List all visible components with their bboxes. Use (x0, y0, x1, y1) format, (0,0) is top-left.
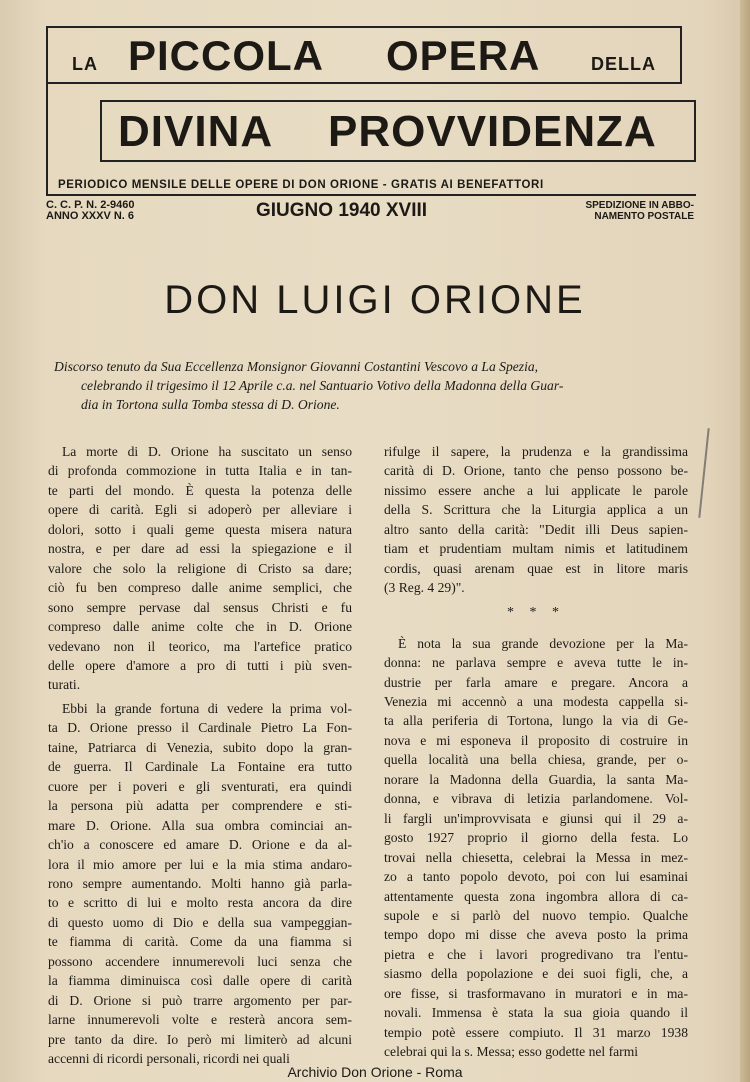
text-line: opere di carità. Egli si adoperò per alleviare i (48, 502, 352, 518)
periodico-line: PERIODICO MENSILE DELLE OPERE DI DON ORIONE - GRATIS AI BENEFATTORI (58, 179, 544, 191)
text-line: sono sempre pervase dal sensus Christi e fu (48, 599, 352, 615)
text-line: siasmo della popolazione e dei suoi figli, che, a (384, 966, 688, 982)
text-line: accenni di ricordi personali, ricordi nei quali (48, 1051, 290, 1067)
masthead-piccola: PICCOLA (128, 32, 324, 79)
spedizione-info (544, 200, 694, 222)
pen-mark (698, 428, 709, 518)
text-line: altro santo della carità: "Dedit illi Deus sapien- (384, 521, 688, 537)
text-line: li fargli un'improvvisata e giunsi qui il 29 a- (384, 810, 688, 826)
text-line: pre tanto da dire. Io però mi limiterò ad alcuni (48, 1031, 352, 1047)
text-line: dustrie per farla amare e pregare. Ancora a (384, 674, 688, 690)
text-line: cuore per i poveri e gli sventurati, era quindi (48, 778, 352, 794)
article-subtitle (54, 357, 704, 414)
text-line: della S. Scrittura che la Liturgia applica a un (384, 502, 688, 518)
text-line: nova e mi esponeva il proposito di costruire in (384, 732, 688, 748)
text-line: lora il mio amore per lui e la mia stima andaro- (48, 856, 352, 872)
subtitle-line: dia in Tortona sulla Tomba stessa di D. Orione. (81, 397, 340, 412)
section-separator: * * * (507, 604, 565, 620)
masthead-top-box (46, 26, 682, 84)
issue-date: GIUGNO 1940 XVIII (256, 200, 428, 221)
masthead-opera: OPERA (386, 32, 541, 79)
masthead-la: LA (72, 54, 98, 74)
text-line: turati. (48, 677, 81, 693)
text-line: novali. Immensa è stata la sua gioia quando il (384, 1005, 688, 1021)
text-line: (3 Reg. 4 29)". (384, 580, 465, 596)
text-line: ciò fu ben compreso dalle anime semplici, che (48, 580, 352, 596)
text-line: donna, e vibrava di letizia parlandomene. Vol- (384, 791, 688, 807)
spedizione-line-1: SPEDIZIONE IN ABBO- (585, 200, 694, 211)
text-line: cordis, quasi arenam quae est in litore maris (384, 560, 688, 576)
text-line: tempo dopo mi disse che aveva posto la prima (384, 927, 688, 943)
text-line: supole e si parlò del nuovo tempio. Qualche (384, 907, 688, 923)
text-line: la fiamma diminuisca così dalle opere di carità (48, 973, 352, 989)
spedizione-line-2: NAMENTO POSTALE (594, 211, 694, 222)
text-line: compreso dalle anime colte che in D. Orione (48, 619, 352, 635)
text-line: to e scritto di lui e molto resta ancora da dire (48, 895, 352, 911)
text-line: mare D. Orione. Alla sua ombra cominciai an- (48, 817, 352, 833)
masthead-provvidenza: PROVVIDENZA (328, 107, 657, 156)
text-line: larne innumerevoli volte e resterà ancora sem- (48, 1012, 352, 1028)
text-line: donna: ne parlava sempre e aveva tutte le in- (384, 655, 688, 671)
text-line: rifulge il sapere, la prudenza e la grandissima (384, 444, 688, 459)
text-line: tiam et prudentiam multam nimis et latitudinem (384, 541, 688, 557)
archive-footer: Archivio Don Orione - Roma (287, 1064, 463, 1080)
text-line: tempio potè essere compiuto. Il 31 marzo 1938 (384, 1024, 688, 1040)
text-line: ta alla periferia di Tortona, lungo la via di Ge- (384, 713, 688, 729)
text-line: vedevano non il teorico, ma l'artefice pratico (48, 638, 352, 654)
subtitle-line: celebrando il trigesimo il 12 Aprile c.a. nel Santuario Votivo della Madonna della Guar- (81, 378, 564, 393)
text-line: valore che solo la religione di Cristo sa dare; (48, 560, 352, 576)
masthead-bottom-box (100, 100, 696, 162)
ccp-info (46, 200, 134, 222)
text-line: nostra, e per dare ad essi la spiegazione e il (48, 541, 352, 557)
text-line: te fiamma di carità. Come da una fiamma si (48, 934, 352, 950)
text-line: zo a tanto popolo devoto, poi con lui esaminai (384, 869, 688, 885)
text-line: te parti del mondo. È questa la potenza delle (48, 482, 352, 498)
text-line: di profonda commozione in tutta Italia e in tan- (48, 463, 352, 479)
text-line: taine, Patriarca di Venezia, subito dopo la gran- (48, 739, 352, 755)
text-line: La morte di D. Orione ha suscitato un senso (62, 444, 352, 459)
text-line: dolori, sotto i quali geme questa misera natura (48, 521, 352, 537)
text-line: norare la Madonna della Guardia, la santa Ma- (384, 771, 688, 787)
text-line: possono accendere innumerevoli luci senza che (48, 953, 352, 969)
text-line: trovai nella chiesetta, celebrai la Messa in mez- (384, 849, 688, 865)
text-line: Ebbi la grande fortuna di vedere la prima vol- (62, 700, 352, 716)
text-line: quella località una bella chiesa, grande, per o- (384, 752, 688, 768)
left-column (48, 442, 352, 1069)
text-line: rono sempre aumentando. Molti hanno già parla- (48, 875, 352, 891)
text-line: pietra e che i lavori progredivano tra l'entu- (384, 946, 688, 962)
text-line: nissimo essere anche a lui applicate le parole (384, 482, 688, 498)
masthead-rule (46, 194, 696, 196)
text-line: Venezia mi accennò a una modesta cappella si- (384, 693, 688, 709)
page-edge (740, 0, 750, 1082)
article-title: DON LUIGI ORIONE (164, 278, 586, 322)
right-column (384, 442, 688, 1062)
text-line: de guerra. Il Cardinale La Fontaine era tutto (48, 759, 352, 775)
ccp-line-2: ANNO XXXV N. 6 (46, 210, 135, 222)
ccp-line-1: C. C. P. N. 2-9460 (46, 199, 135, 211)
text-line: È nota la sua grande devozione per la Ma- (398, 635, 688, 651)
text-line: carità di D. Orione, tanto che penso possono be- (384, 463, 688, 479)
text-line: ore fisse, si trasformavano in muratori e in ma- (384, 985, 688, 1001)
text-line: di questo uomo di Dio e della sua vampeggian- (48, 914, 352, 930)
text-line: celebrai qui la s. Messa; esso godette nel farmi (384, 1044, 639, 1060)
text-line: ta D. Orione presso il Cardinale Pietro La Fon- (48, 720, 352, 736)
masthead-della: DELLA (591, 54, 656, 74)
text-line: la persona più adatta per comprendere e sti- (48, 798, 352, 814)
subtitle-line: Discorso tenuto da Sua Eccellenza Monsignor Giovanni Costantini Vescovo a La Spezia, (54, 359, 539, 374)
masthead-divina: DIVINA (118, 107, 274, 156)
text-line: di D. Orione si può trarre argomento per par- (48, 992, 352, 1008)
text-line: attentamente questa zona ingombra allora di ca- (384, 888, 688, 904)
masthead-vertical-rule (46, 84, 48, 194)
text-line: gosto 1927 proprio il giorno della festa. Lo (384, 830, 688, 846)
text-line: delle opere d'amore a pro di tutti i più sven- (48, 657, 352, 673)
text-line: ch'io a conoscere ed amare D. Orione e da al- (48, 837, 352, 853)
